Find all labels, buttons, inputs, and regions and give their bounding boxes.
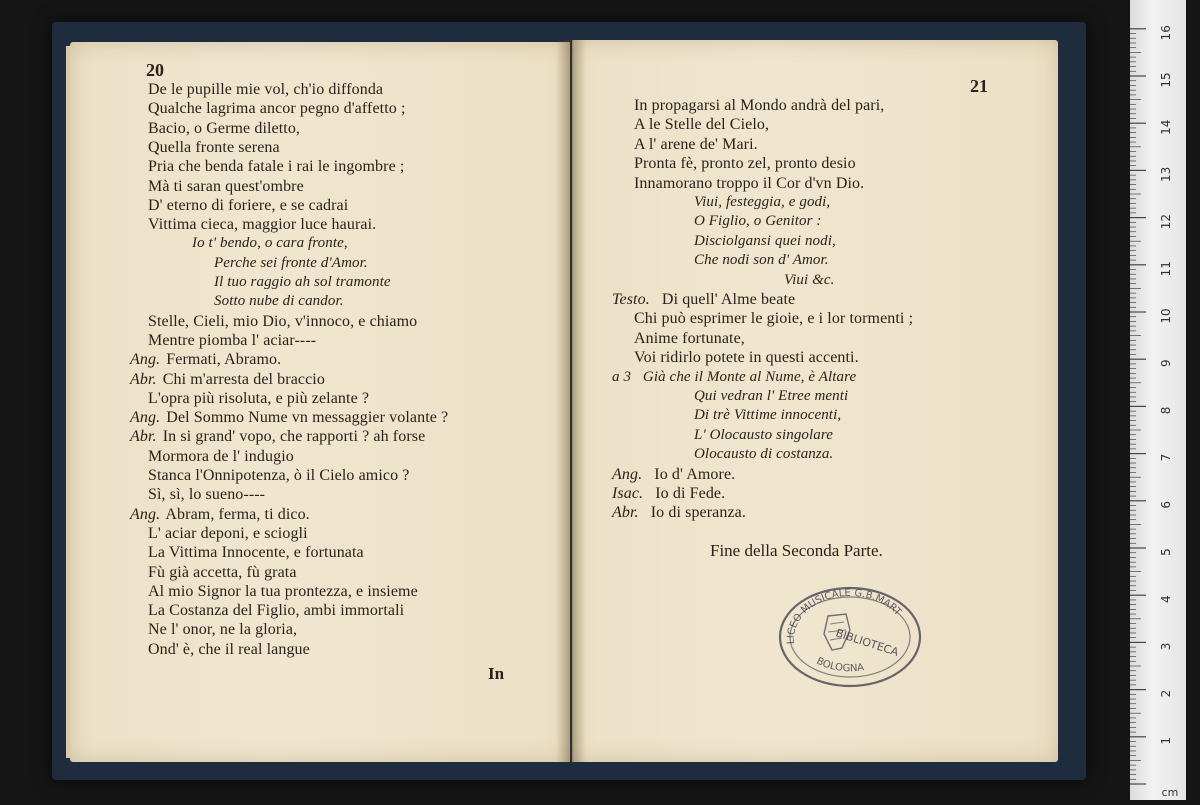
ruler-number: 4 [1159,595,1173,604]
text-line: Voi ridirlo potete in questi accenti. [634,349,859,367]
speaker-label: Ang. [612,465,643,483]
text-line [612,503,746,522]
text-line: Mormora de l' indugio [148,447,294,465]
ruler-number: 10 [1159,308,1173,324]
text-line: A le Stelle del Cielo, [634,116,770,134]
line-text: In si grand' vopo, che rapporti ? ah forse [158,428,426,446]
line-text: Di quell' Alme beate [657,291,796,308]
line-text: Già che il Monte al Nume, è Altare [639,368,857,385]
text-line: Stanca l'Onnipotenza, ò il Cielo amico ? [148,467,410,484]
text-line: Il tuo raggio ah sol tramonte [214,274,391,290]
text-line: Al mio Signor la tua prontezza, e insieme [148,582,418,600]
text-line: Pronta fè, pronto zel, pronto desio [634,155,856,173]
text-line [130,408,448,427]
text-line: Bacio, o Germe diletto, [148,119,301,137]
line-text: Io d' Amore. [650,465,736,483]
stamp-outer-text: LICEO MUSICALE G.B.MART [785,587,904,645]
text-line: Viui, festeggia, e godi, [694,194,831,210]
ruler-number: 3 [1159,642,1173,651]
ruler-number: 13 [1159,166,1173,183]
page-number-left: 20 [146,60,164,80]
line-text: Io di Fede. [651,485,726,502]
book-gutter [556,40,586,762]
text-line [612,484,725,503]
text-line: Mà ti saran quest'ombre [148,177,304,195]
text-line: Che nodi son d' Amor. [694,252,829,269]
line-text: Fermati, Abramo. [162,351,282,369]
text-line [130,505,310,524]
text-line: Innamorano troppo il Cor d'vn Dio. [634,174,865,192]
ruler-number: 5 [1159,548,1173,556]
text-line: Fù già accetta, fù grata [148,563,297,581]
ruler-number: 11 [1159,261,1173,277]
text-line [130,427,425,446]
text-line: Stelle, Cieli, mio Dio, v'innoco, e chiamo [148,312,418,330]
speaker-label: Ang. [130,505,161,523]
line-text: Chi m'arresta del braccio [158,370,325,388]
text-line: L' aciar deponi, e sciogli [148,524,308,542]
text-line: L'opra più risoluta, e più zelante ? [148,389,370,407]
text-line: Sotto nube di candor. [214,293,344,310]
text-line [130,370,325,389]
text-line: La Vittima Innocente, e fortunata [148,544,364,562]
speaker-label: Testo. [612,291,650,308]
ruler-ticks [1130,0,1186,800]
text-line: Pria che benda fatale i rai le ingombre ; [148,158,405,176]
text-line: Qualche lagrima ancor pegno d'affetto ; [148,100,406,118]
text-line: Sì, sì, lo sueno---- [148,486,266,504]
line-text: Io di speranza. [646,504,746,522]
stamp-bottom-text: BOLOGNA [814,655,865,675]
text-line: Chi può esprimer le gioie, e i lor tormenti ; [634,310,914,328]
text-line [612,465,735,484]
ruler-number: 14 [1159,119,1173,135]
ruler-number: 16 [1159,25,1173,41]
ruler-number: 6 [1159,500,1173,509]
text-line: O Figlio, o Genitor : [694,213,822,230]
page-number-right: 21 [970,76,988,96]
ruler-number: 7 [1159,453,1173,462]
speaker-label: Abr. [130,428,157,446]
ruler-number: 2 [1159,689,1173,698]
text-line: Di trè Vittime innocenti, [694,407,842,424]
stamp-inner-text: BIBLIOTECA [834,626,901,659]
text-line: Ond' è, che il real langue [148,640,310,658]
speaker-label: Abr. [612,504,639,522]
text-line: Io t' bendo, o cara fronte, [192,235,348,252]
text-line [130,350,281,369]
ruler-number: 15 [1159,72,1173,88]
speaker-label: Abr. [130,370,157,388]
text-line: Disciolgansi quei nodi, [694,232,836,249]
line-text: Del Sommo Nume vn messaggier volante ? [162,409,449,427]
library-stamp [776,584,924,690]
text-line: Viui &c. [784,271,835,288]
line-text: Abram, ferma, ti dico. [162,505,310,523]
text-line: La Costanza del Figlio, ambi immortali [148,602,405,620]
catchword: In [488,664,505,683]
text-line: Quella fronte serena [148,138,280,156]
text-line: Anime fortunate, [634,329,745,347]
text-line: D' eterno di foriere, e se cadrai [148,196,349,214]
ruler-number: 8 [1159,406,1173,415]
ruler-number: 12 [1159,213,1173,230]
speaker-label: Isac. [612,485,644,502]
text-line: De le pupille mie vol, ch'io diffonda [148,81,384,98]
measurement-ruler [1130,0,1186,800]
speaker-label: a 3 [612,368,632,385]
speaker-label: Ang. [130,409,161,427]
text-line: In propagarsi al Mondo andrà del pari, [634,97,885,114]
text-line: A l' arene de' Mari. [634,135,758,153]
closing-line: Fine della Seconda Parte. [710,541,883,560]
text-line: L' Olocausto singolare [694,426,834,443]
text-line: Olocausto di costanza. [694,446,834,463]
text-line: Ne l' onor, ne la gloria, [148,621,298,639]
ruler-unit: cm [1161,786,1179,799]
ruler-number: 1 [1159,736,1173,745]
text-line: Qui vedran l' Etree menti [694,388,849,404]
text-line [612,368,856,387]
speaker-label: Ang. [130,351,161,369]
text-line [612,290,795,309]
text-line: Perche sei fronte d'Amor. [214,254,368,271]
text-line: Mentre piomba l' aciar---- [148,331,317,349]
text-line: Vittima cieca, maggior luce haurai. [148,216,377,234]
ruler-number: 9 [1159,359,1173,368]
